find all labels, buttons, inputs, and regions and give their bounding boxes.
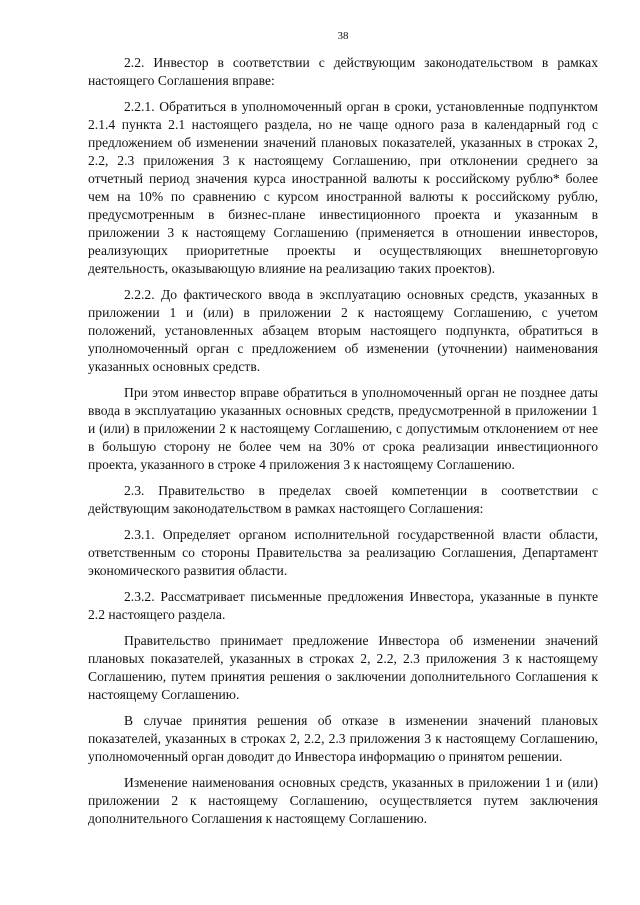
paragraph-refusal: В случае принятия решения об отказе в изменении значений плановых показателей, указанных в строках 2, 2.2, 2.3 приложения 3 к настоящему Соглашению, уполномоченный орган доводит до Инвестора информацию о принятом решении. — [88, 713, 598, 764]
paragraph-name-change: Изменение наименования основных средств, указанных в приложении 1 и (или) приложении 2 к настоящему Соглашению, осуществляется путем заключения дополнительного Соглашения к настоящему Соглашению. — [88, 775, 598, 826]
page-number: 38 — [337, 30, 349, 42]
paragraph-2-2: 2.2. Инвестор в соответствии с действующим законодательством в рамках настоящего Соглашения вправе: — [88, 55, 598, 88]
paragraph-2-3-1: 2.3.1. Определяет органом исполнительной государственной власти области, ответственным со стороны Правительства за реализацию Соглашения, Департамент экономического развития области. — [88, 527, 598, 578]
paragraph-2-2-2: 2.2.2. До фактического ввода в эксплуатацию основных средств, указанных в приложении 1 и (или) в приложении 2 к настоящему Соглашению, с учетом положений, установленных абзацем вторым настоящего подпункта, обратиться в уполномоченный орган с предложением об изменении (уточнении) наименования указанных основных средств. — [88, 287, 598, 374]
paragraph-2-3: 2.3. Правительство в пределах своей компетенции в соответствии с действующим законодательством в рамках настоящего Соглашения: — [88, 483, 598, 516]
paragraph-2-2-1: 2.2.1. Обратиться в уполномоченный орган в сроки, установленные подпунктом 2.1.4 пункта 2.1 настоящего раздела, но не чаще одного раза в календарный год с предложением об изменении значений плановых показателей, указанных в строках 2, 2.2, 2.3 приложения 3 к настоящему Соглашению, при отклонении среднего за отчетный период значения курса иностранной валюты к российскому рублю* более чем на 10% по сравнению с курсом иностранной валюты к российскому рублю, предусмотренным в бизнес-плане инвестиционного проекта и указанным в приложении 3 к настоящему Соглашению (применяется в отношении инвесторов, реализующих приоритетные проекты и осуществляющих внешнеторговую деятельность, оказывающую влияние на реализацию таких проектов). — [88, 99, 598, 276]
paragraph-2-2-2-second: При этом инвестор вправе обратиться в уполномоченный орган не позднее даты ввода в эксплуатацию указанных основных средств, предусмотренной в приложении 1 и (или) в приложении 2 к настоящему Соглашению, с допустимым отклонением от нее в большую сторону не более чем на 30% от срока реализации инвестиционного проекта, указанного в строке 4 приложения 3 к настоящему Соглашению. — [88, 385, 598, 472]
document-page — [88, 30, 598, 836]
paragraph-2-3-2: 2.3.2. Рассматривает письменные предложения Инвестора, указанные в пункте 2.2 настоящего раздела. — [88, 589, 598, 622]
paragraph-acceptance: Правительство принимает предложение Инвестора об изменении значений плановых показателей, указанных в строках 2, 2.2, 2.3 приложения 3 к настоящему Соглашению, путем принятия решения о заключении дополнительного Соглашения к настоящему Соглашению. — [88, 633, 598, 702]
